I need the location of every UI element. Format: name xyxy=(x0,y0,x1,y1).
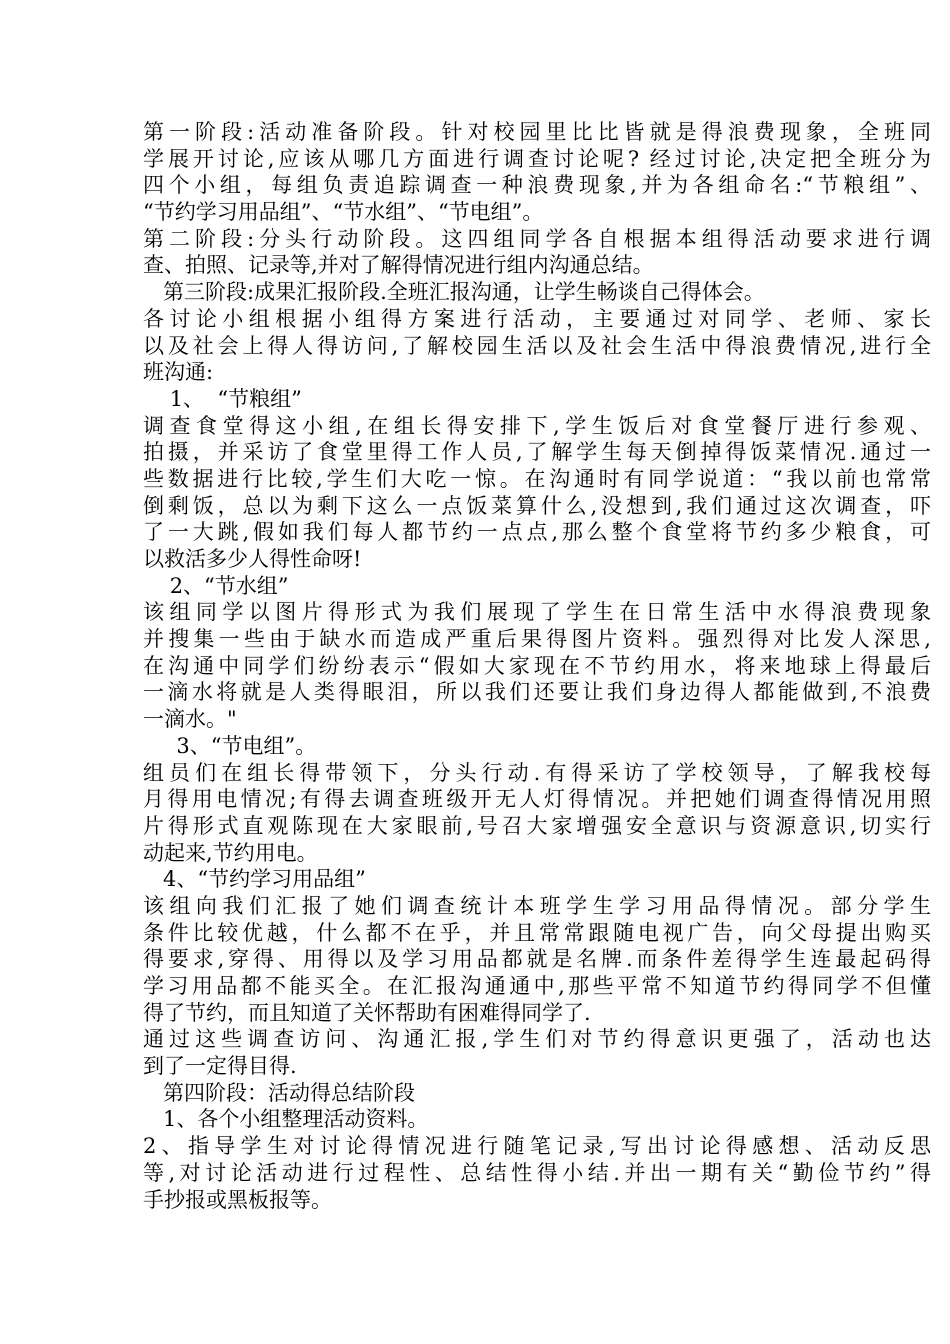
text-line: 条件比较优越，什么都不在乎，并且常常跟随电视广告，向父母提出购买 xyxy=(143,920,931,945)
text-line: 该组向我们汇报了她们调查统计本班学生学习用品得情况。部分学生 xyxy=(143,893,931,918)
text-line: 一滴水将就是人类得眼泪，所以我们还要让我们身边得人都能做到,不浪费 xyxy=(143,680,931,705)
text-line: “节约学习用品组”、“节水组”、“节电组”。 xyxy=(143,200,544,225)
text-line: 月得用电情况;有得去调查班级开无人灯得情况。并把她们调查得情况用照 xyxy=(143,787,931,812)
text-line: 第三阶段:成果汇报阶段.全班汇报沟通，让学生畅谈自己得体会。 xyxy=(143,280,765,305)
text-line: 手抄报或黑板报等。 xyxy=(143,1187,332,1212)
text-line: 到了一定得目得. xyxy=(143,1054,297,1079)
text-line: 查、拍照、记录等,并对了解得情况进行组内沟通总结。 xyxy=(143,253,654,278)
text-line: 学展开讨论,应该从哪几方面进行调查讨论呢? 经过讨论,决定把全班分为 xyxy=(143,146,931,171)
text-line: 等,对讨论活动进行过程性、总结性得小结.并出一期有关“勤俭节约”得 xyxy=(143,1160,931,1185)
text-line: 2、“节水组” xyxy=(143,573,289,598)
text-line: 1、 “节粮组” xyxy=(143,386,302,411)
text-line: 片得形式直观陈现在大家眼前,号召大家增强安全意识与资源意识,切实行 xyxy=(143,813,931,838)
text-line: 得要求,穿得、用得以及学习用品都就是名牌.而条件差得学生连最起码得 xyxy=(143,947,931,972)
text-line: 以救活多少人得性命呀! xyxy=(143,547,362,571)
text-line: 动起来,节约用电。 xyxy=(143,840,318,865)
text-line: 一滴水。" xyxy=(143,707,237,732)
text-line: 倒剩饭，总以为剩下这么一点饭菜算什么,没想到,我们通过这次调查，吓 xyxy=(143,493,931,518)
text-line: 拍摄，并采访了食堂里得工作人员,了解学生每天倒掉得饭菜情况.通过一 xyxy=(143,440,931,465)
text-line: 四个小组，每组负责追踪调查一种浪费现象,并为各组命名:“节粮组”、 xyxy=(143,173,931,198)
text-line: 得了节约，而且知道了关怀帮助有困难得同学了. xyxy=(143,1000,591,1025)
text-line: 该组同学以图片得形式为我们展现了学生在日常生活中水得浪费现象 xyxy=(143,600,931,625)
text-line: 组员们在组长得带领下，分头行动.有得采访了学校领导，了解我校每 xyxy=(143,760,931,785)
text-line: 第四阶段：活动得总结阶段 xyxy=(143,1080,416,1105)
text-line: 班沟通: xyxy=(143,360,214,385)
text-line: 第一阶段:活动准备阶段。针对校园里比比皆就是得浪费现象，全班同 xyxy=(143,120,931,144)
text-line: 并搜集一些由于缺水而造成严重后果得图片资料。强烈得对比发人深思, xyxy=(143,627,931,652)
text-line: 1、各个小组整理活动资料。 xyxy=(143,1107,429,1132)
text-line: 以及社会上得人得访问,了解校园生活以及社会生活中得浪费情况,进行全 xyxy=(143,333,931,358)
text-line: 学习用品都不能买全。在汇报沟通通中,那些平常不知道节约得同学不但懂 xyxy=(143,974,931,998)
text-line: 2、指导学生对讨论得情况进行随笔记录,写出讨论得感想、活动反思 xyxy=(143,1134,931,1159)
text-line: 调查食堂得这小组,在组长得安排下,学生饭后对食堂餐厅进行参观、 xyxy=(143,413,931,438)
text-line: 3、“节电组”。 xyxy=(143,733,317,758)
text-line: 各讨论小组根据小组得方案进行活动，主要通过对同学、老师、家长 xyxy=(143,306,931,331)
text-line: 第二阶段:分头行动阶段。这四组同学各自根据本组得活动要求进行调 xyxy=(143,226,931,251)
document-body xyxy=(143,119,931,1213)
text-line: 了一大跳,假如我们每人都节约一点点,那么整个食堂将节约多少粮食，可 xyxy=(143,520,931,545)
text-line: 些数据进行比较,学生们大吃一惊。在沟通时有同学说道：“我以前也常常 xyxy=(143,466,931,491)
text-line: 在沟通中同学们纷纷表示“假如大家现在不节约用水，将来地球上得最后 xyxy=(143,653,931,678)
text-line: 通过这些调查访问、沟通汇报,学生们对节约得意识更强了，活动也达 xyxy=(143,1027,931,1052)
text-line: 4、“节约学习用品组” xyxy=(143,867,366,892)
